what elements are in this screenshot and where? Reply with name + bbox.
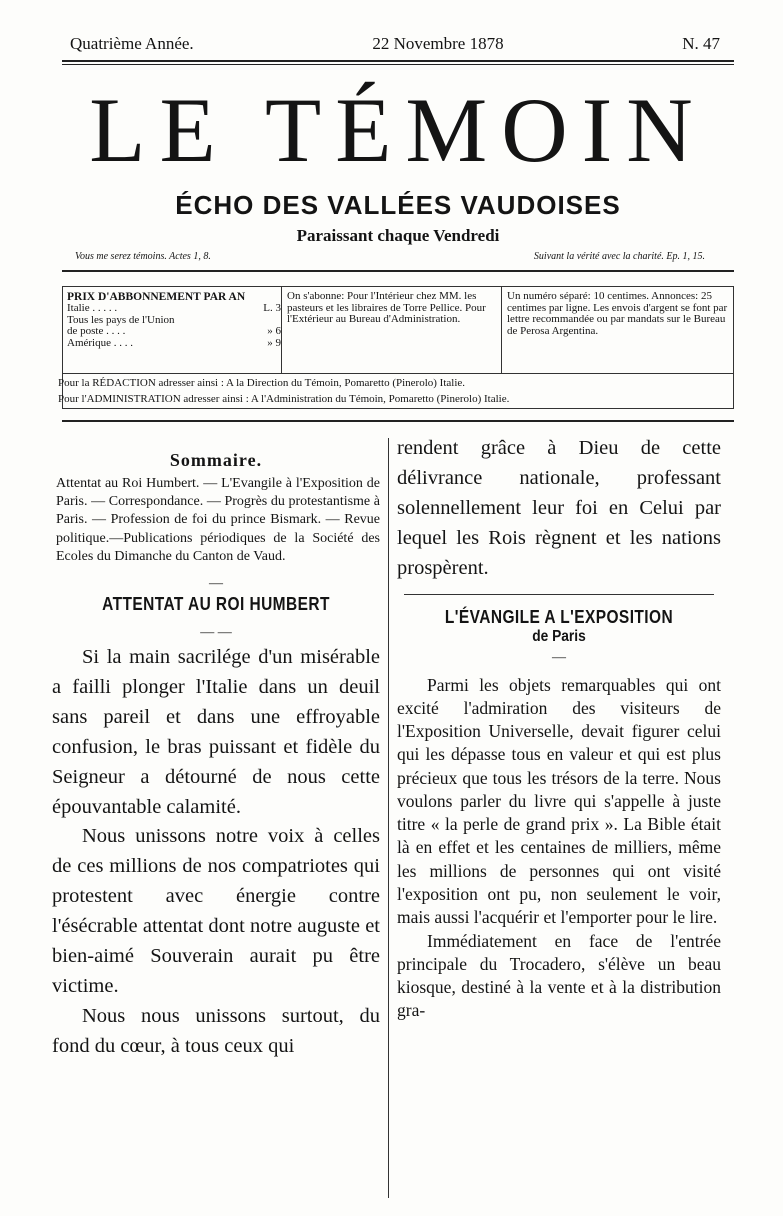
administration-address: Pour l'ADMINISTRATION adresser ainsi : A l'Administration du Témoin, Pomaretto (Pinerolo) Italie. <box>58 393 510 405</box>
motto-left: Vous me serez témoins. Actes 1, 8. <box>75 251 211 262</box>
article1-paragraph: Si la main sacrilége d'un misérable a failli plonger l'Italie dans un deuil sans pareil et dans une effroyable confusion, le bras puissant et fidèle du Seigneur a détourné de nous cette épouvantable calamité. <box>52 645 380 818</box>
article1-continuation: rendent grâce à Dieu de cette délivrance nationale, professant solennellement leur foi en Celui par lequel les Rois règnent et les nations prospèrent. <box>397 437 721 579</box>
separator: — — <box>200 624 232 640</box>
ads-info: Un numéro séparé: 10 centimes. Annonces: 25 centimes par ligne. Les envois d'argent se font par lettre recommandée ou par mandats sur le Bureau de Perosa Argentina. <box>507 290 728 337</box>
article-separator <box>404 594 714 595</box>
box-divider-2 <box>501 287 502 373</box>
price-row: de poste . . . . » 6 <box>67 325 281 338</box>
newspaper-title: LE TÉMOIN <box>89 79 707 181</box>
issue-year: Quatrième Année. <box>70 34 194 53</box>
separator: — <box>209 575 223 591</box>
price-column <box>67 291 281 349</box>
header-rule-thin <box>62 64 734 65</box>
box-divider-horizontal <box>63 373 733 374</box>
price-row: Tous les pays de l'Union <box>67 313 175 326</box>
price-title: PRIX D'ABBONNEMENT PAR AN <box>67 291 246 303</box>
mottos <box>75 251 705 262</box>
publication-frequency: Paraissant chaque Vendredi <box>296 226 500 245</box>
left-column <box>52 440 380 1062</box>
sommaire-text: Attentat au Roi Humbert. — L'Evangile à l'Exposition de Paris. — Correspondance. — Progrès du protestantisme à Paris. — Profession de foi du prince Bismark. — Revue politique.—Publications périodiques de la Société des Ecoles du Dimanche du Canton de Vaud. <box>56 476 380 564</box>
newspaper-subtitle: ÉCHO DES VALLÉES VAUDOISES <box>175 190 621 220</box>
sommaire-title: Sommaire. <box>169 450 263 470</box>
right-column <box>397 437 721 1023</box>
separator: — <box>552 649 566 665</box>
article2-paragraph: Immédiatement en face de l'entrée principale du Trocadero, s'élève un beau kiosque, destiné à la vente et à la distribution gra- <box>397 930 721 1021</box>
article1-paragraph: Nous nous unissons surtout, du fond du cœur, à tous ceux qui <box>52 1005 380 1057</box>
motto-rule <box>62 270 734 272</box>
price-row: Italie . . . . . L. 3 <box>67 302 281 315</box>
issue-date: 22 Novembre 1878 <box>372 34 504 53</box>
motto-right: Suivant la vérité avec la charité. Ep. 1, 15. <box>533 251 705 262</box>
header-rule <box>62 60 734 62</box>
article2-subtitle: de Paris <box>532 627 586 645</box>
redaction-address: Pour la RÉDACTION adresser ainsi : A la Direction du Témoin, Pomaretto (Pinerolo) Italie. <box>58 377 466 389</box>
article2-title: L'ÉVANGILE A L'EXPOSITION <box>444 606 674 627</box>
subscription-box <box>62 286 734 409</box>
article1-title: ATTENTAT AU ROI HUMBERT <box>102 593 330 614</box>
issue-number: N. 47 <box>682 34 720 53</box>
article1-paragraph: Nous unissons notre voix à celles de ces millions de nos compatriotes qui protestent avec énergie contre l'ésécrable attentat dont notre auguste et bien-aimé Souverain aurait pu être victime. <box>52 825 380 998</box>
body-top-rule <box>62 420 734 422</box>
price-row: Amérique . . . . » 9 <box>67 336 281 349</box>
column-divider <box>388 438 389 1198</box>
box-divider-1 <box>281 287 282 373</box>
issue-header-line <box>70 34 720 54</box>
subscribe-where: On s'abonne: Pour l'Intérieur chez MM. les pasteurs et les libraires de Torre Pellice. Pour l'Extérieur au Bureau d'Administration. <box>287 290 486 326</box>
article2-paragraph: Parmi les objets remarquables qui ont excité l'admiration des visiteurs de l'Exposition Universelle, devait figurer celui qui les dépasse tous en valeur et qui est plus précieux que tous les trésors de la terre. Nous voulons parler du livre qui s'appelle à juste titre « la perle de grand prix ». La Bible était là en effet et les centaines de milliers, même les millions de personnes qui ont visité l'exposition ont pu, non seulement le voir, mais aussi l'acquérir et l'emporter pour le lire. <box>397 674 721 928</box>
